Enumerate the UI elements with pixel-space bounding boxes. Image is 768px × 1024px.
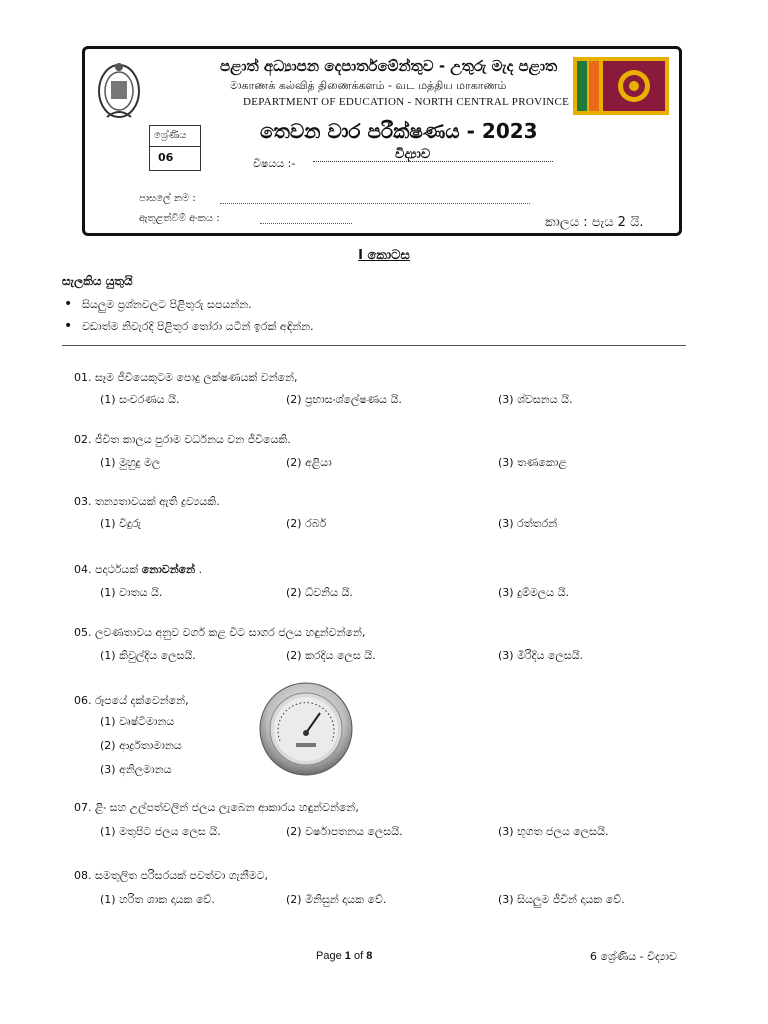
q02-option-2[interactable]: (2) අළියා (286, 456, 332, 469)
q05-option-2[interactable]: (2) කරදිය ලෙස යි. (286, 649, 376, 662)
q04-option-3[interactable]: (3) දුම්මලය යි. (498, 586, 569, 599)
q04-emphasis: නොවන්නේ (141, 563, 196, 576)
header-tamil-title: මාகாணக் கல்வித் திணைக்களம் - வட மத்திய மாகாணம் (230, 79, 507, 92)
q06-option-3[interactable]: (3) අනිලමානය (100, 763, 172, 776)
subject-label: විෂයය :- (253, 157, 296, 170)
q03-option-3[interactable]: (3) රත්තරන් (498, 517, 558, 530)
time-value: පැය 2 යි. (591, 215, 644, 230)
section-divider (62, 345, 686, 346)
bullet-icon: • (64, 318, 73, 334)
question-03: 03. තන්‍යතාවයක් ඇති ද්‍රව්‍යයකි. (74, 495, 220, 508)
instruction-item: • සියලුම ප්‍රශ්නවලට පිළිතුරු සපයන්න. (64, 296, 252, 312)
q08-option-2[interactable]: (2) මිනිසුන් දායක වේ. (286, 893, 387, 906)
grade-label: ශ්‍රේණිය (150, 126, 200, 147)
q01-option-3[interactable]: (3) ශ්වසනය යි. (498, 393, 573, 406)
q03-option-1[interactable]: (1) වීදුරු (100, 517, 142, 530)
grade-value: 06 (158, 151, 174, 164)
north-central-province-flag (573, 57, 669, 115)
question-06: 06. රූපයේ දක්වෙන්නේ, (74, 694, 189, 707)
hygrometer-dial-image (258, 681, 354, 777)
q06-option-1[interactable]: (1) වෘෂ්ටිමානය (100, 715, 175, 728)
school-name-label: පාසලේ නම : (139, 193, 196, 204)
exam-header (82, 46, 682, 236)
instruction-item: • වඩාත්ම නිවැරදි පිළිතුර තෝරා යටින් ඉරක් අඳින්න. (64, 318, 314, 334)
header-sinhala-title: පළාත් අධ්‍යාපන දෙපාර්තමේන්තුව - උතුරු මැද පළාත (220, 57, 558, 75)
question-02: 02. ජීවිත කාලය පුරාම වර්ධනය වන ජීවියෙකි. (74, 433, 291, 446)
page-number: Page 1 of 8 (316, 950, 373, 962)
sri-lanka-emblem (95, 57, 143, 123)
time-label: කාලය : (545, 215, 588, 230)
q06-option-2[interactable]: (2) ආර්ද්‍රතාමානය (100, 739, 182, 752)
q01-option-2[interactable]: (2) ප්‍රභාසංශ්ලේෂණය යි. (286, 393, 402, 406)
subject-dotted-line (313, 161, 553, 162)
q07-option-3[interactable]: (3) භූගත ජලය ලෙසයි. (498, 825, 609, 838)
q07-option-2[interactable]: (2) වර්ෂාපතනය ලෙසයි. (286, 825, 403, 838)
q05-option-1[interactable]: (1) කිවුල්දිය ලෙසයි. (100, 649, 196, 662)
q07-option-1[interactable]: (1) මතුපිට ජලය ලෙස යි. (100, 825, 221, 838)
school-name-field[interactable] (220, 203, 530, 204)
grade-box (149, 125, 201, 171)
q08-option-1[interactable]: (1) හරිත ශාක දායක වේ. (100, 893, 215, 906)
q05-option-3[interactable]: (3) මිරිදිය ලෙසයි. (498, 649, 584, 662)
question-05: 05. ලවණතාවය අනුව වර්ග කළ විට සාගර ජලය හඳුන්වන්නේ, (74, 626, 366, 639)
q01-option-1[interactable]: (1) සංචරණය යි. (100, 393, 180, 406)
q04-option-2[interactable]: (2) ධ්වනිය යි. (286, 586, 353, 599)
q02-option-3[interactable]: (3) තණකොළ (498, 456, 567, 469)
q03-option-2[interactable]: (2) රබර් (286, 517, 327, 530)
question-08: 08. සමතුලිත පරිසරයක් පවත්වා ගැනීමට, (74, 869, 269, 882)
question-01: 01. සෑම ජීවියෙකුටම පොදු ලක්ෂණයක් වන්නේ, (74, 371, 298, 384)
header-english-title: DEPARTMENT OF EDUCATION - NORTH CENTRAL PROVINCE (243, 96, 570, 108)
part-title: I කොටස (358, 248, 410, 263)
exam-title: තෙවන වාර පරීක්ෂණය - 2023 (260, 119, 538, 143)
question-04: 04. පදාර්ථයක් නොවන්නේ . (74, 563, 203, 576)
index-number-label: ඇතුළත්වීම් අංකය : (139, 213, 220, 224)
q04-option-1[interactable]: (1) වාතය යි. (100, 586, 163, 599)
q08-option-3[interactable]: (3) සියලුම ජීවීන් දායක වේ. (498, 893, 625, 906)
time-allowed (545, 215, 644, 230)
instructions-heading: සැලකිය යුතුයි (62, 274, 133, 288)
bullet-icon: • (64, 296, 73, 312)
index-number-field[interactable] (260, 223, 352, 224)
q02-option-1[interactable]: (1) මුහුදු මල (100, 456, 161, 469)
question-07: 07. ළිං සහ උල්පත්වලින් ජලය ලැබෙන ආකාරය හඳුන්වන්නේ, (74, 801, 359, 814)
subject-value: විද්‍යාව (395, 147, 431, 162)
footer-grade-subject: 6 ශ්‍රේණිය - විද්‍යාව (590, 950, 677, 963)
